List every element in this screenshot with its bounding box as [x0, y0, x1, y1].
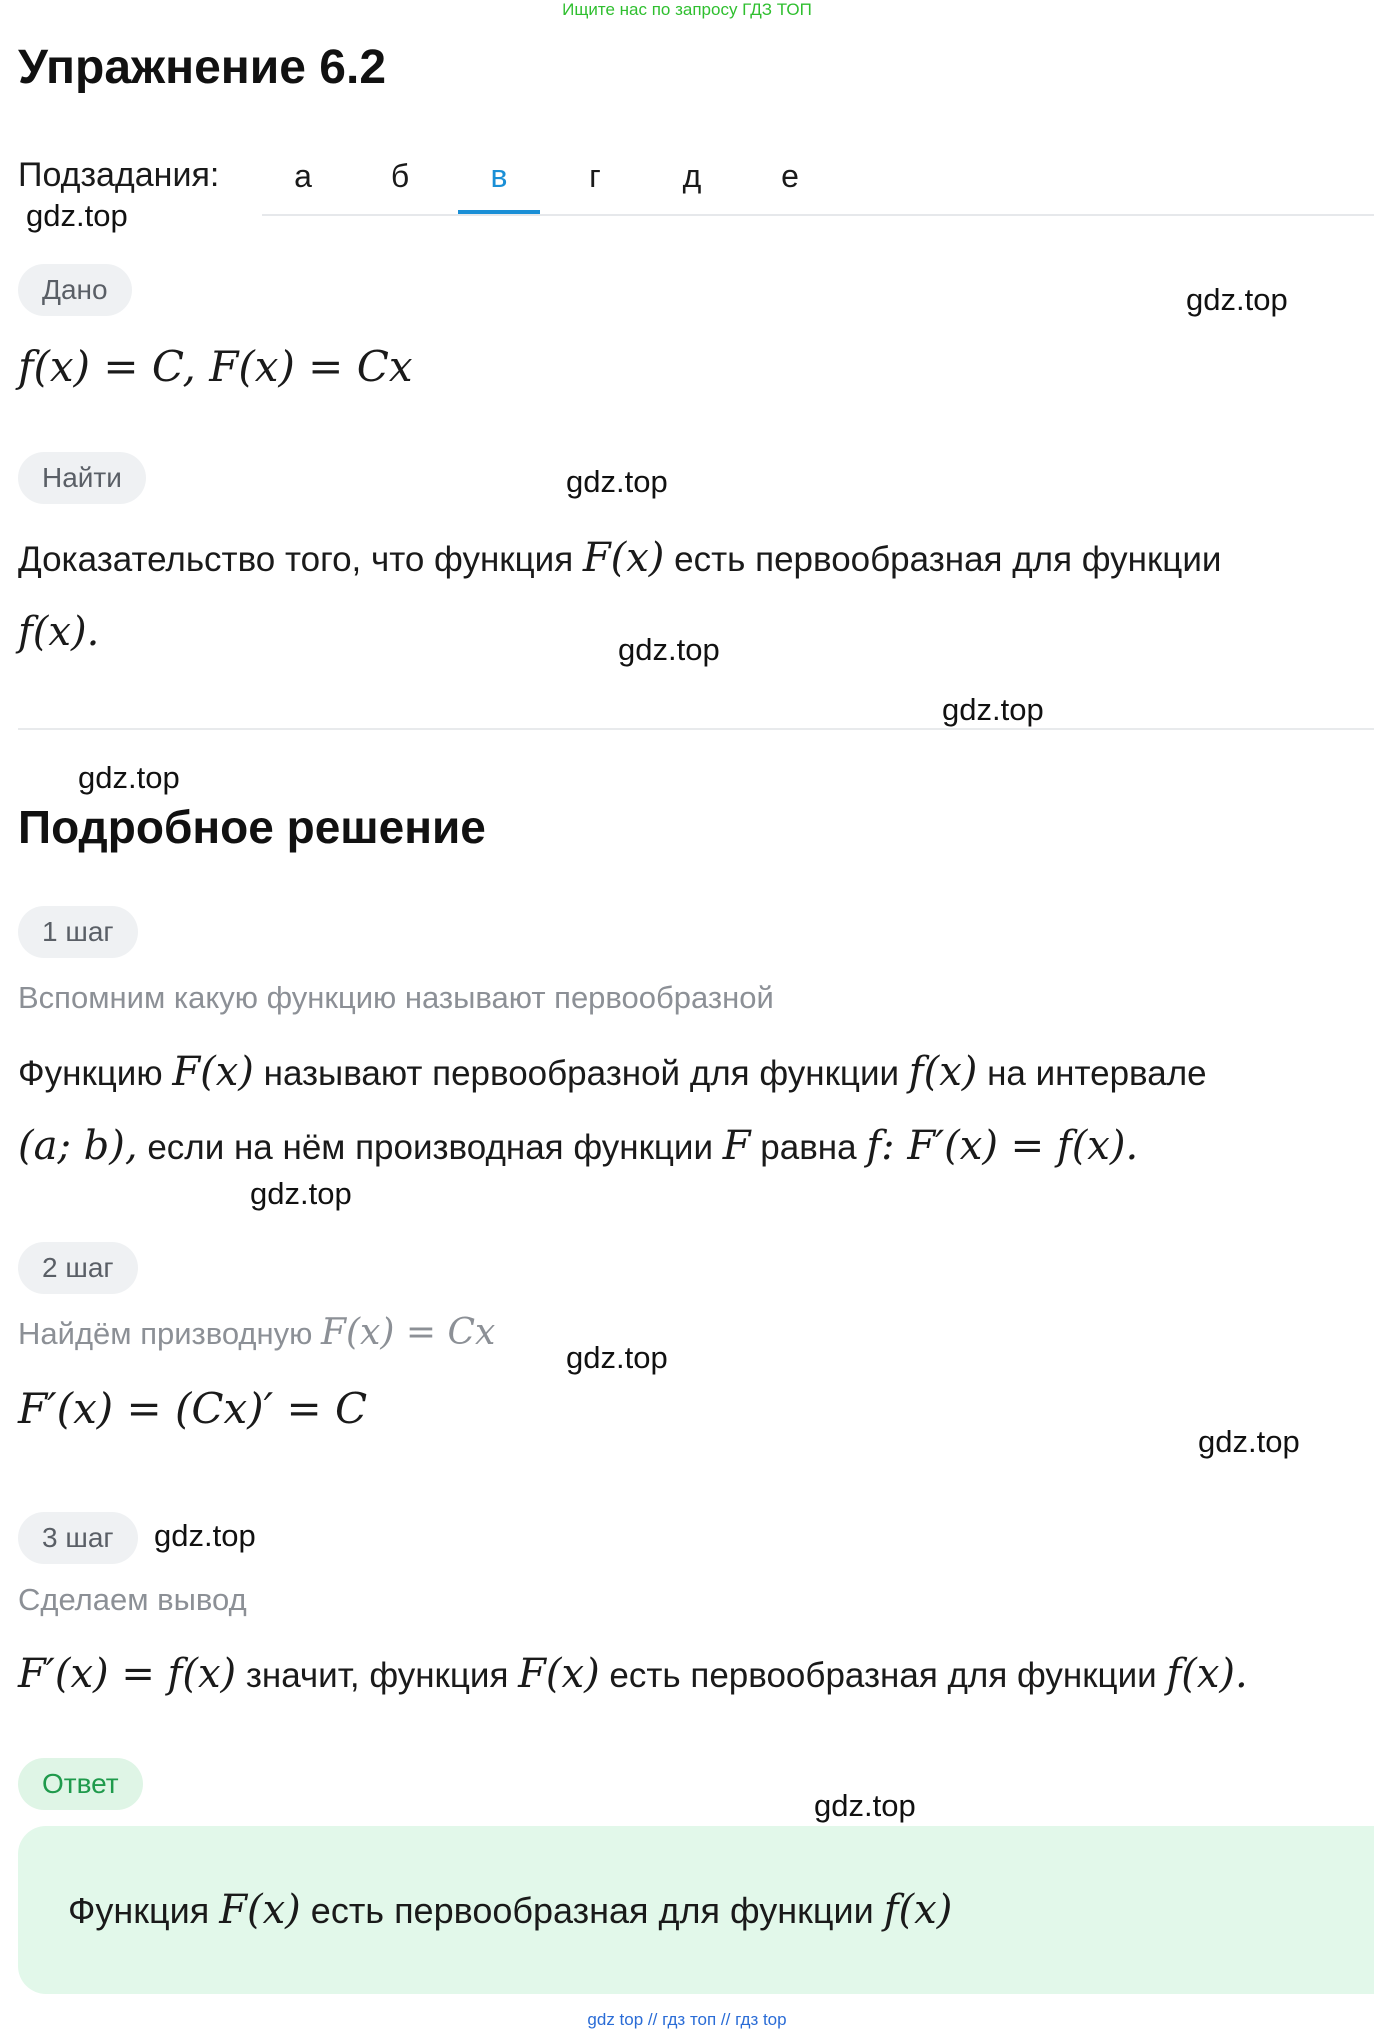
- watermark: gdz.top: [26, 198, 128, 233]
- tab-a[interactable]: а: [294, 158, 312, 194]
- step-3-body: [18, 1638, 1368, 1712]
- subtask-tabs: [262, 140, 1374, 216]
- step-2-formula: F′(x) = (Cx)′ = C: [18, 1384, 368, 1433]
- divider: [18, 728, 1374, 730]
- tab-b[interactable]: б: [390, 158, 410, 194]
- find-math-1: F(x): [582, 535, 665, 581]
- watermark: gdz.top: [566, 464, 668, 499]
- watermark: gdz.top: [566, 1340, 668, 1375]
- find-text-1: Доказательство того, что функция: [18, 540, 574, 579]
- step-3-text: значит, функция: [245, 1656, 509, 1695]
- step-1-math: (a; b),: [18, 1123, 138, 1169]
- answer-text: [68, 1826, 952, 1994]
- tab-e[interactable]: е: [781, 158, 799, 194]
- step-1-text: если на нём производная функции: [147, 1128, 714, 1167]
- step-3-text: есть первообразная для функции: [609, 1656, 1157, 1695]
- step-2-badge: 2 шаг: [18, 1242, 138, 1294]
- answer-text-1: Функция: [68, 1890, 210, 1931]
- find-text-2: есть первообразная для функции: [674, 540, 1222, 579]
- tab-d[interactable]: д: [682, 158, 702, 194]
- subtasks-label: Подзадания:: [18, 156, 220, 194]
- step-2-heading-math: F(x) = Cx: [321, 1312, 496, 1353]
- answer-badge: Ответ: [18, 1758, 143, 1810]
- step-1-heading: Вспомним какую функцию называют первообразной: [18, 980, 774, 1015]
- find-text: [18, 522, 1358, 670]
- watermark: gdz.top: [154, 1518, 256, 1553]
- step-1-text: равна: [760, 1128, 857, 1167]
- step-1-math: f(x): [908, 1049, 978, 1095]
- watermark: gdz.top: [1198, 1424, 1300, 1459]
- tab-v[interactable]: в: [458, 140, 540, 214]
- watermark: gdz.top: [814, 1788, 916, 1823]
- step-1-text: называют первообразной для функции: [263, 1054, 900, 1093]
- watermark: gdz.top: [78, 760, 180, 795]
- footer-links[interactable]: gdz top // гдз топ // гдз top: [587, 2010, 787, 2029]
- step-1-math: F(x): [172, 1049, 254, 1095]
- find-badge: Найти: [18, 452, 146, 504]
- answer-math-2: f(x): [883, 1887, 953, 1933]
- watermark: gdz.top: [618, 632, 720, 667]
- answer-math-1: F(x): [219, 1887, 301, 1933]
- watermark: gdz.top: [1186, 282, 1288, 317]
- step-3-math: f(x).: [1166, 1651, 1248, 1697]
- step-3-heading: Сделаем вывод: [18, 1582, 247, 1617]
- given-badge: Дано: [18, 264, 132, 316]
- answer-box: [18, 1826, 1374, 1994]
- given-formula: f(x) = C, F(x) = Cx: [18, 342, 413, 391]
- answer-text-2: есть первообразная для функции: [310, 1890, 874, 1931]
- find-math-2: f(x).: [18, 609, 100, 655]
- step-1-badge: 1 шаг: [18, 906, 138, 958]
- step-3-math: F′(x) = f(x): [18, 1651, 237, 1697]
- step-2-heading: [18, 1312, 495, 1353]
- solution-title: Подробное решение: [18, 801, 486, 853]
- page-title: Упражнение 6.2: [18, 41, 387, 94]
- step-3-badge: 3 шаг: [18, 1512, 138, 1564]
- step-2-heading-text: Найдём призводную: [18, 1316, 313, 1351]
- step-1-math: f: F′(x) = f(x).: [866, 1123, 1139, 1169]
- watermark: gdz.top: [942, 692, 1044, 727]
- watermark: gdz.top: [250, 1176, 352, 1211]
- step-1-text: на интервале: [987, 1054, 1207, 1093]
- step-3-math: F(x): [518, 1651, 600, 1697]
- tab-g[interactable]: г: [589, 158, 601, 194]
- step-1-text: Функцию: [18, 1054, 163, 1093]
- top-banner: Ищите нас по запросу ГДЗ ТОП: [562, 0, 812, 19]
- step-1-body: [18, 1036, 1368, 1184]
- step-1-math: F: [722, 1123, 751, 1169]
